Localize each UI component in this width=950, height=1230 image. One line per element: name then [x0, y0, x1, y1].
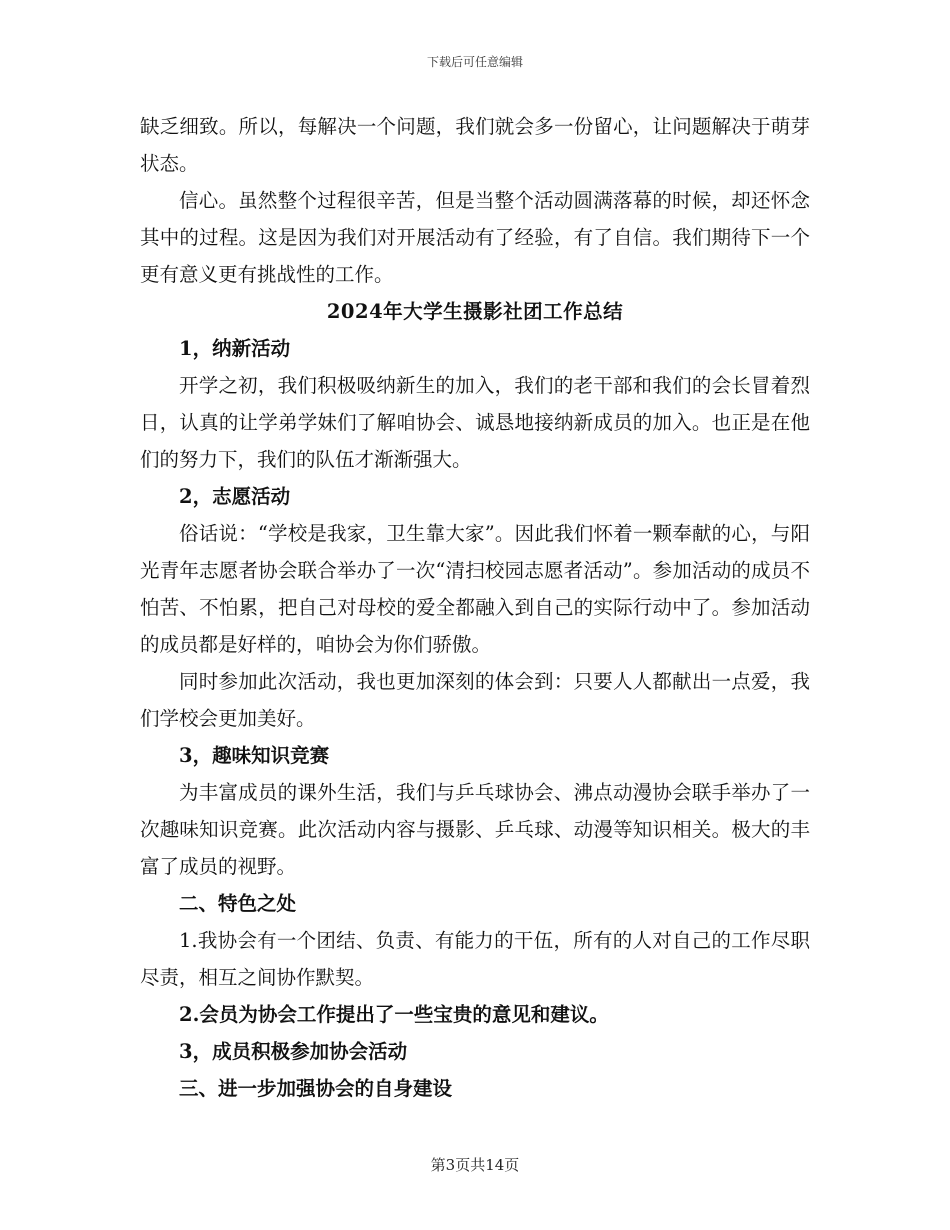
page-number-footer: 第3页共14页 [430, 1156, 520, 1174]
section-heading-features: 二、特色之处 [179, 892, 297, 915]
paragraph-recruitment: 开学之初，我们积极吸纳新生的加入，我们的老干部和我们的会长冒着烈日，认真的让学弟学妹们了解咱协会、诚恳地接纳新成员的加入。也正是在他们的努力下，我们的队伍才渐渐强大。 [140, 374, 810, 471]
page-header-note: 下载后可任意编辑 [426, 55, 523, 69]
paragraph-volunteer: 俗话说：“学校是我家，卫生靠大家”。因此我们怀着一颗奉献的心，与阳光青年志愿者协会联合举办了一次“清扫校园志愿者活动”。参加活动的成员不怕苦、不怕累，把自己对母校的爱全都融入到自己的实际行动中了。参加活动的成员都是好样的，咱协会为你们骄傲。 [140, 522, 810, 656]
document-title: 2024年大学生摄影社团工作总结 [326, 300, 624, 323]
paragraph-feature-2: 2.会员为协会工作提出了一些宝贵的意见和建议。 [179, 1003, 609, 1026]
section-heading-volunteer: 2，志愿活动 [179, 485, 291, 508]
paragraph-feature-3: 3，成员积极参加协会活动 [179, 1040, 408, 1063]
paragraph-feature-1: 1.我协会有一个团结、负责、有能力的干伍，所有的人对自己的工作尽职尽责，相互之间协作默契。 [140, 929, 810, 989]
section-heading-quiz: 3，趣味知识竞赛 [179, 744, 330, 767]
section-heading-recruitment: 1，纳新活动 [179, 337, 291, 360]
paragraph-volunteer-reflection: 同时参加此次活动，我也更加深刻的体会到：只要人人都献出一点爱，我们学校会更加美好。 [140, 670, 810, 730]
paragraph-confidence: 信心。虽然整个过程很辛苦，但是当整个活动圆满落幕的时候，却还怀念其中的过程。这是因为我们对开展活动有了经验，有了自信。我们期待下一个更有意义更有挑战性的工作。 [140, 189, 810, 286]
paragraph-quiz: 为丰富成员的课外生活，我们与乒乓球协会、沸点动漫协会联手举办了一次趣味知识竞赛。此次活动内容与摄影、乒乓球、动漫等知识相关。极大的丰富了成员的视野。 [140, 781, 810, 878]
paragraph-continuation: 缺乏细致。所以，每解决一个问题，我们就会多一份留心，让问题解决于萌芽状态。 [140, 115, 810, 175]
document-body [140, 108, 810, 1107]
section-heading-self-building: 三、进一步加强协会的自身建设 [179, 1077, 453, 1100]
